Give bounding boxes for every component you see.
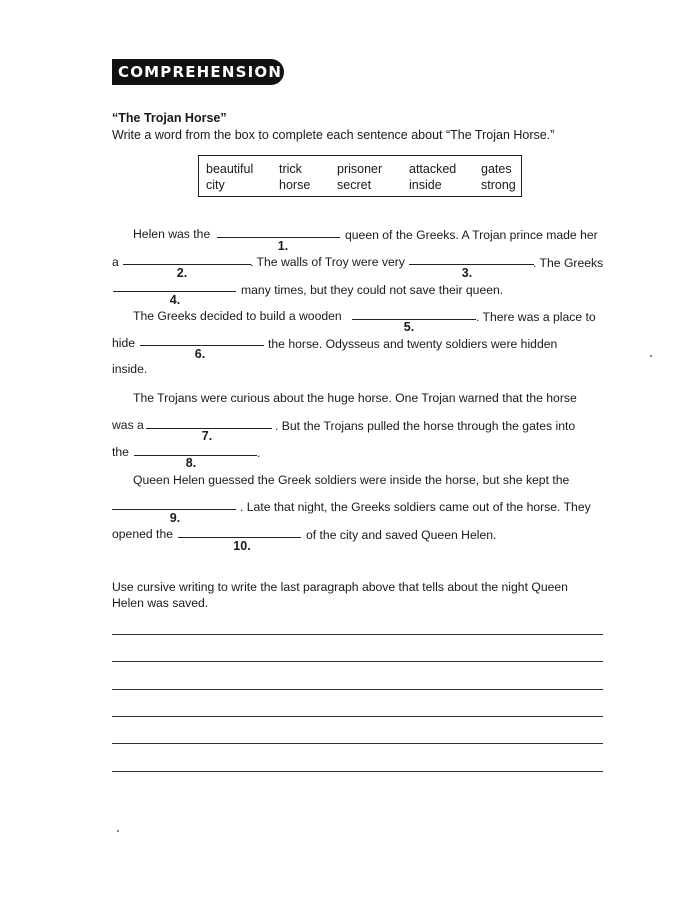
writing-line[interactable]	[112, 689, 603, 690]
scan-speck	[117, 830, 119, 832]
passage-text: opened the	[112, 527, 173, 541]
answer-blank-6[interactable]	[140, 345, 264, 346]
blank-number: 5.	[403, 320, 415, 334]
passage-text: queen of the Greeks. A Trojan prince made her	[345, 228, 598, 242]
word-box-item: gates	[481, 162, 512, 176]
passage-text: . There was a place to	[476, 310, 596, 324]
writing-line[interactable]	[112, 661, 603, 662]
passage-text: hide	[112, 336, 136, 350]
word-box-item: horse	[279, 178, 311, 192]
blank-number: 8.	[185, 456, 197, 470]
answer-blank-3[interactable]	[409, 264, 534, 265]
passage-text: The Trojans were curious about the huge horse. One Trojan warned that the horse	[133, 391, 577, 405]
word-box-item: secret	[337, 178, 372, 192]
word-box-item: attacked	[409, 162, 457, 176]
blank-number: 10.	[233, 539, 251, 553]
passage-text: .	[257, 446, 261, 460]
passage-text: . The walls of Troy were very	[250, 255, 405, 269]
passage-text: the horse. Odysseus and twenty soldiers were hidden	[268, 337, 558, 351]
answer-blank-10[interactable]	[178, 537, 301, 538]
task-instruction: Helen was saved.	[112, 596, 209, 610]
answer-blank-1[interactable]	[217, 237, 340, 238]
passage-text: inside.	[112, 362, 148, 376]
writing-line[interactable]	[112, 771, 603, 772]
passage-text: . The Greeks	[533, 256, 604, 270]
answer-blank-4[interactable]	[113, 291, 236, 292]
word-box-item: trick	[279, 162, 302, 176]
blank-number: 2.	[176, 266, 188, 280]
passage-text: of the city and saved Queen Helen.	[306, 528, 497, 542]
writing-line[interactable]	[112, 743, 603, 744]
passage-text: the	[112, 445, 129, 459]
writing-line[interactable]	[112, 634, 603, 635]
passage-text: . Late that night, the Greeks soldiers came out of the horse. They	[240, 500, 591, 514]
passage-text: Helen was the	[133, 227, 211, 241]
passage-text: . But the Trojans pulled the horse through the gates into	[275, 419, 576, 433]
blank-number: 4.	[169, 293, 181, 307]
writing-line[interactable]	[112, 716, 603, 717]
word-box-item: beautiful	[206, 162, 254, 176]
blank-number: 3.	[461, 266, 473, 280]
passage-text: The Greeks decided to build a wooden	[133, 309, 342, 323]
passage-text: was a	[112, 418, 144, 432]
answer-blank-9[interactable]	[112, 509, 236, 510]
blank-number: 9.	[169, 511, 181, 525]
scan-speck	[650, 355, 652, 357]
instructions: Write a word from the box to complete each sentence about “The Trojan Horse.”	[112, 128, 555, 142]
passage-text: a	[112, 255, 119, 269]
word-box-item: strong	[481, 178, 516, 192]
blank-number: 7.	[201, 429, 213, 443]
passage-text: Queen Helen guessed the Greek soldiers were inside the horse, but she kept the	[133, 473, 570, 487]
answer-blank-2[interactable]	[123, 264, 251, 265]
word-box-item: city	[206, 178, 225, 192]
story-title: “The Trojan Horse”	[112, 111, 227, 125]
blank-number: 6.	[194, 347, 206, 361]
task-instruction: Use cursive writing to write the last paragraph above that tells about the night Queen	[112, 580, 568, 594]
passage-text: many times, but they could not save their queen.	[241, 283, 504, 297]
word-box-item: prisoner	[337, 162, 383, 176]
blank-number: 1.	[277, 239, 289, 253]
word-box-item: inside	[409, 178, 442, 192]
section-header: COMPREHENSION	[112, 59, 284, 85]
